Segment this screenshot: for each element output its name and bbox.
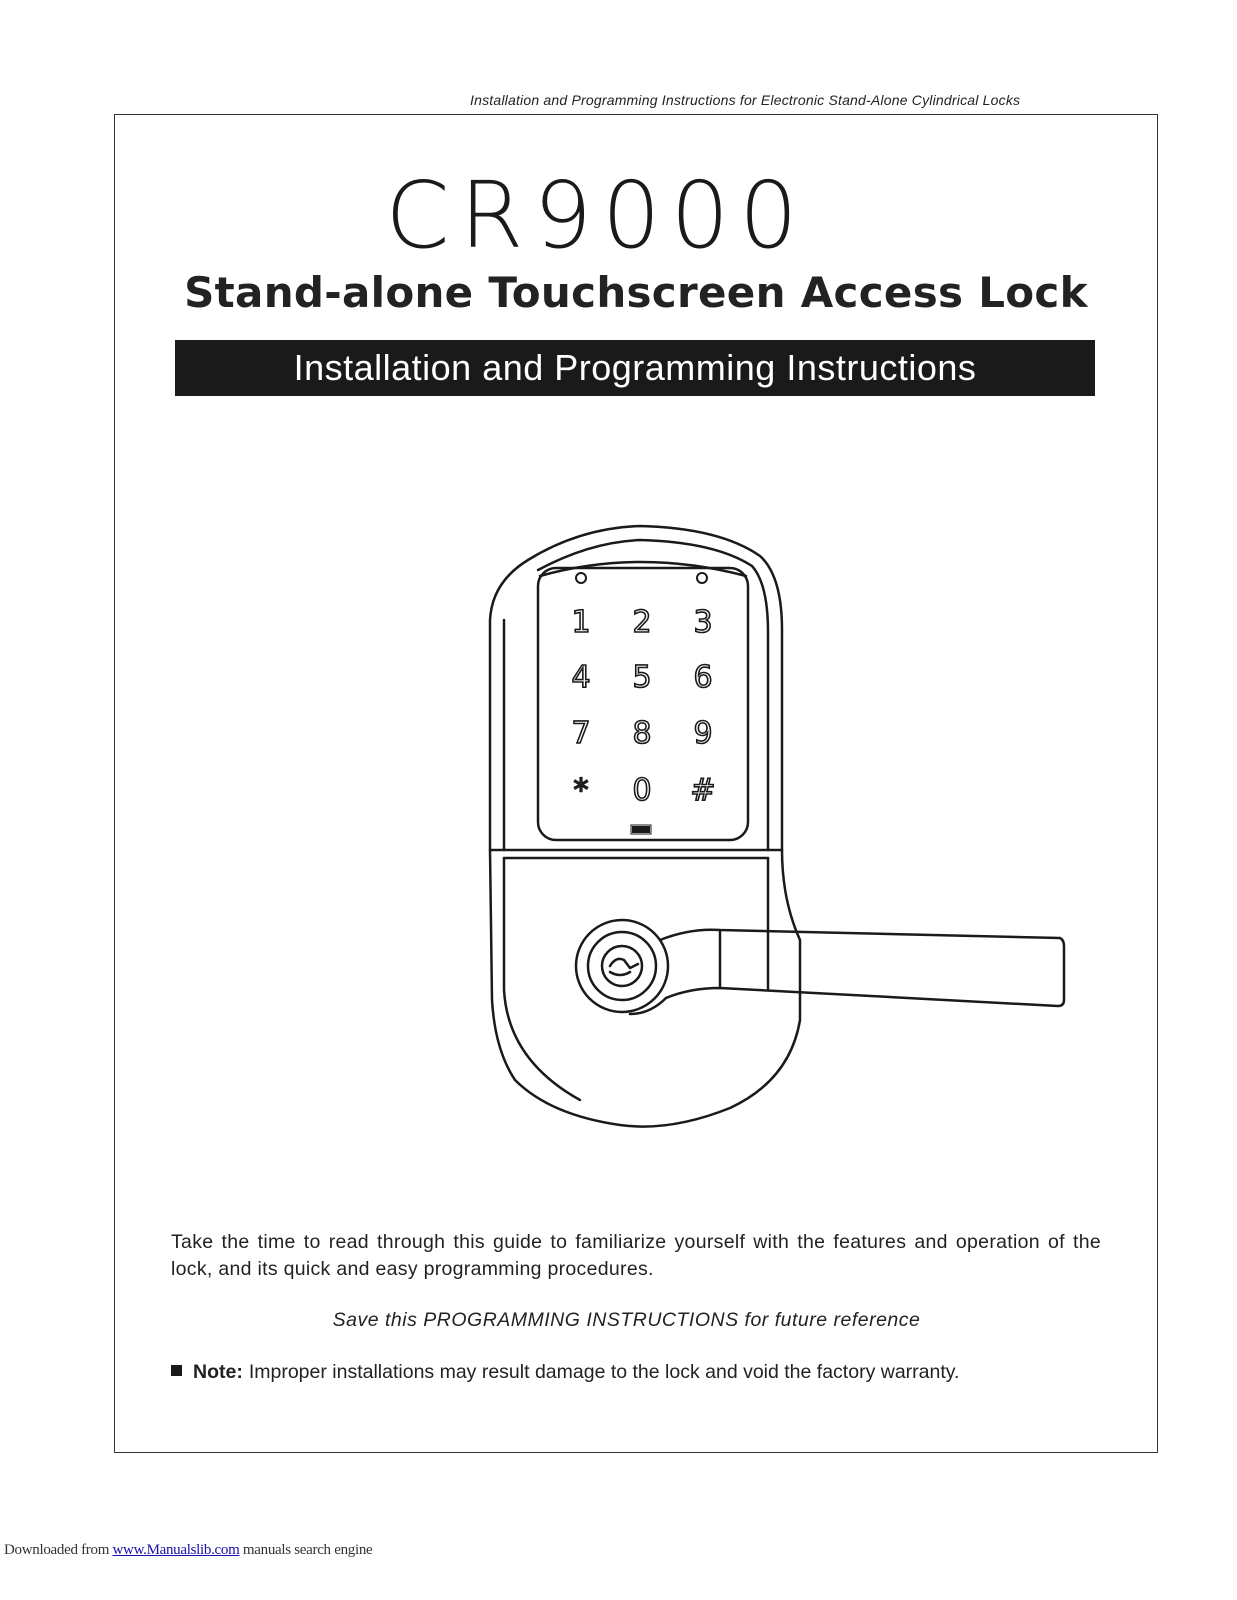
key-6: 6 [693,660,713,695]
battery-icon [631,825,651,834]
intro-paragraph: Take the time to read through this guide to familiarize yourself with the features and operation of the lock, and its quick and easy programming procedures. [171,1231,1101,1280]
model-number: CR9000 [385,162,808,269]
led-right-icon [697,573,707,583]
key-hash: # [690,773,716,808]
manualslib-link[interactable]: www.Manualslib.com [112,1542,240,1558]
footer-prefix: Downloaded from [4,1542,113,1558]
key-3: 3 [693,605,713,640]
key-8: 8 [632,716,652,751]
key-2: 2 [632,605,652,640]
key-4: 4 [571,660,591,695]
product-subtitle: Stand-alone Touchscreen Access Lock [184,268,1088,317]
running-header: Installation and Programming Instructions for Electronic Stand-Alone Cylindrical Locks [470,92,1021,108]
key-9: 9 [693,716,713,751]
escutcheon-rim [538,540,768,850]
document-title-banner: Installation and Programming Instructions [175,340,1095,396]
note-label: Note: [193,1361,243,1383]
key-5: 5 [632,660,652,695]
key-0: 0 [632,773,652,808]
download-footer [4,1542,372,1559]
rose-outer [576,920,668,1012]
footer-suffix: manuals search engine [239,1542,373,1558]
warranty-note [171,1361,1101,1384]
key-1: 1 [571,605,591,640]
lock-illustration [470,520,1080,1160]
key-star: * [573,773,589,808]
note-text: Improper installations may result damage to the lock and void the factory warranty. [248,1361,960,1383]
led-left-icon [576,573,586,583]
rose-inner [588,932,656,1000]
save-reminder: Save this PROGRAMMING INSTRUCTIONS for future reference [332,1309,921,1331]
key-7: 7 [571,716,591,751]
square-bullet-icon [171,1365,182,1376]
